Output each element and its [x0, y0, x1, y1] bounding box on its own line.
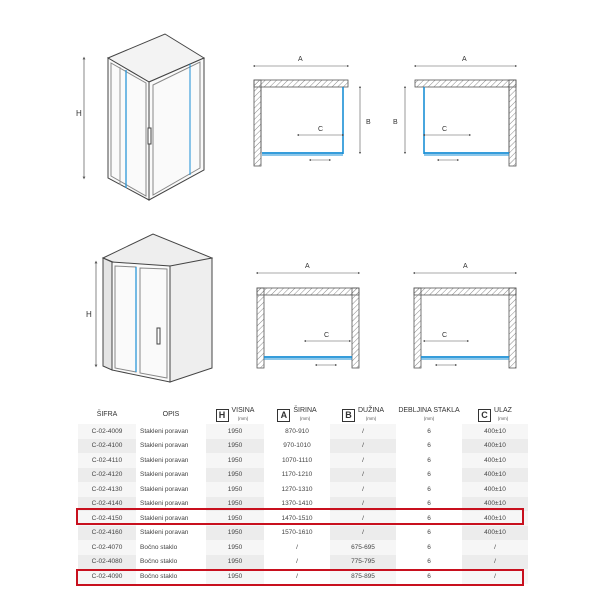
table-cell: C-02-4140 [78, 497, 136, 512]
table-cell: / [296, 572, 298, 580]
table-cell: 1270-1310 [281, 485, 313, 493]
table-cell: C-02-4090 [78, 569, 136, 584]
table-cell: 1470-1510 [281, 514, 313, 522]
table-cell: 400±10 [462, 511, 528, 526]
table-cell: Bočno staklo [140, 543, 178, 551]
table-cell: 6 [427, 529, 431, 537]
table-cell: 675-695 [330, 540, 396, 555]
header-visina: H VISINA (mm) [206, 406, 264, 424]
a-icon: A [277, 409, 290, 422]
dim-label-h-bottom: H [86, 310, 92, 319]
table-cell: 400±10 [462, 482, 528, 497]
table-cell: 6 [427, 514, 431, 522]
table-row [78, 468, 528, 483]
table-cell: 970-1010 [283, 442, 311, 450]
header-sifra: ŠIFRA [96, 411, 118, 418]
header-sirina: A ŠIRINA (mm) [264, 406, 330, 424]
table-cell: / [330, 482, 396, 497]
table-cell: 1950 [206, 555, 264, 570]
table-row [78, 569, 528, 584]
spec-table [78, 406, 528, 584]
table-cell: 6 [427, 485, 431, 493]
table-cell: 875-895 [330, 569, 396, 584]
table-cell: Bočno staklo [140, 572, 178, 580]
table-cell: 1950 [206, 526, 264, 541]
table-cell: 6 [427, 500, 431, 508]
plan-view-bottom-right [414, 263, 516, 368]
table-row [78, 555, 528, 570]
dim-label-a-top-mid: A [298, 56, 303, 63]
enclosure-3d-niche [103, 234, 212, 382]
b-icon: B [342, 409, 355, 422]
table-cell: / [462, 555, 528, 570]
table-cell: 6 [427, 427, 431, 435]
dim-label-c-top-mid: C [318, 126, 324, 133]
plan-view-bottom-mid [257, 263, 359, 368]
h-icon: H [216, 409, 229, 422]
table-cell: 1950 [206, 424, 264, 439]
dim-label-a-top-right: A [462, 56, 467, 63]
table-row [78, 497, 528, 512]
table-cell: 6 [427, 543, 431, 551]
table-cell: / [462, 569, 528, 584]
c-icon: C [478, 409, 491, 422]
table-cell: Stakleni poravan [140, 456, 189, 464]
table-cell: 400±10 [462, 526, 528, 541]
enclosure-3d-corner [108, 34, 204, 200]
table-cell: 1950 [206, 439, 264, 454]
height-dimension-top [76, 58, 84, 178]
table-cell: 775-795 [330, 555, 396, 570]
header-ulaz: C ULAZ (mm) [462, 406, 528, 424]
table-cell: 6 [427, 558, 431, 566]
table-row [78, 482, 528, 497]
table-row [78, 424, 528, 439]
dim-label-a-bottom-mid: A [305, 263, 310, 270]
table-cell: C-02-4080 [78, 555, 136, 570]
table-cell: / [330, 439, 396, 454]
dim-label-c-top-right: C [442, 126, 448, 133]
dim-label-c-bottom-mid: C [324, 332, 330, 339]
table-cell: Stakleni poravan [140, 485, 189, 493]
table-cell: 6 [427, 572, 431, 580]
header-debljina: DEBLJINA STAKLA (mm) [398, 407, 460, 421]
table-cell: C-02-4009 [78, 424, 136, 439]
table-row [78, 526, 528, 541]
table-cell: 400±10 [462, 424, 528, 439]
table-cell: 1950 [206, 497, 264, 512]
header-duzina: B DUŽINA (mm) [330, 406, 396, 424]
table-cell: 1950 [206, 540, 264, 555]
table-cell: 1370-1410 [281, 500, 313, 508]
table-cell: / [330, 526, 396, 541]
dim-label-b-top-right: B [393, 119, 398, 126]
table-cell: / [330, 424, 396, 439]
table-row [78, 540, 528, 555]
table-cell: 400±10 [462, 497, 528, 512]
dim-label-b-top-mid: B [366, 119, 371, 126]
table-cell: 400±10 [462, 468, 528, 483]
table-cell: Stakleni poravan [140, 471, 189, 479]
header-opis: OPIS [162, 411, 180, 418]
table-cell: C-02-4150 [78, 511, 136, 526]
table-cell: 1950 [206, 468, 264, 483]
table-cell: C-02-4120 [78, 468, 136, 483]
table-cell: Stakleni poravan [140, 500, 189, 508]
table-cell: Bočno staklo [140, 558, 178, 566]
table-row [78, 511, 528, 526]
table-cell: 1950 [206, 453, 264, 468]
table-cell: 1950 [206, 569, 264, 584]
table-cell: 1070-1110 [281, 456, 313, 464]
table-row [78, 439, 528, 454]
table-cell: 1950 [206, 482, 264, 497]
dim-label-c-bottom-right: C [442, 332, 448, 339]
dim-label-a-bottom-right: A [463, 263, 468, 270]
table-cell: / [296, 558, 298, 566]
table-cell: 1570-1610 [281, 529, 313, 537]
table-cell: C-02-4130 [78, 482, 136, 497]
table-cell: / [330, 497, 396, 512]
table-cell: Stakleni poravan [140, 442, 189, 450]
table-cell: 6 [427, 456, 431, 464]
table-cell: C-02-4160 [78, 526, 136, 541]
table-cell: C-02-4110 [78, 453, 136, 468]
plan-view-top-mid [254, 56, 371, 166]
height-dimension-bottom [86, 262, 96, 366]
table-cell: 1950 [206, 511, 264, 526]
table-cell: / [330, 453, 396, 468]
table-cell: Stakleni poravan [140, 529, 189, 537]
table-cell: / [330, 468, 396, 483]
dim-label-h-top: H [76, 109, 82, 118]
table-cell: 6 [427, 442, 431, 450]
table-header-row [78, 406, 528, 424]
table-cell: Stakleni poravan [140, 427, 189, 435]
table-row [78, 453, 528, 468]
table-cell: C-02-4070 [78, 540, 136, 555]
table-cell: 6 [427, 471, 431, 479]
table-cell: 870-910 [285, 427, 309, 435]
plan-view-top-right [393, 56, 516, 166]
table-cell: Stakleni poravan [140, 514, 189, 522]
table-cell: / [296, 543, 298, 551]
table-cell: 1170-1210 [281, 471, 313, 479]
table-cell: 400±10 [462, 439, 528, 454]
table-cell: 400±10 [462, 453, 528, 468]
table-cell: C-02-4100 [78, 439, 136, 454]
table-cell: / [462, 540, 528, 555]
table-cell: / [330, 511, 396, 526]
